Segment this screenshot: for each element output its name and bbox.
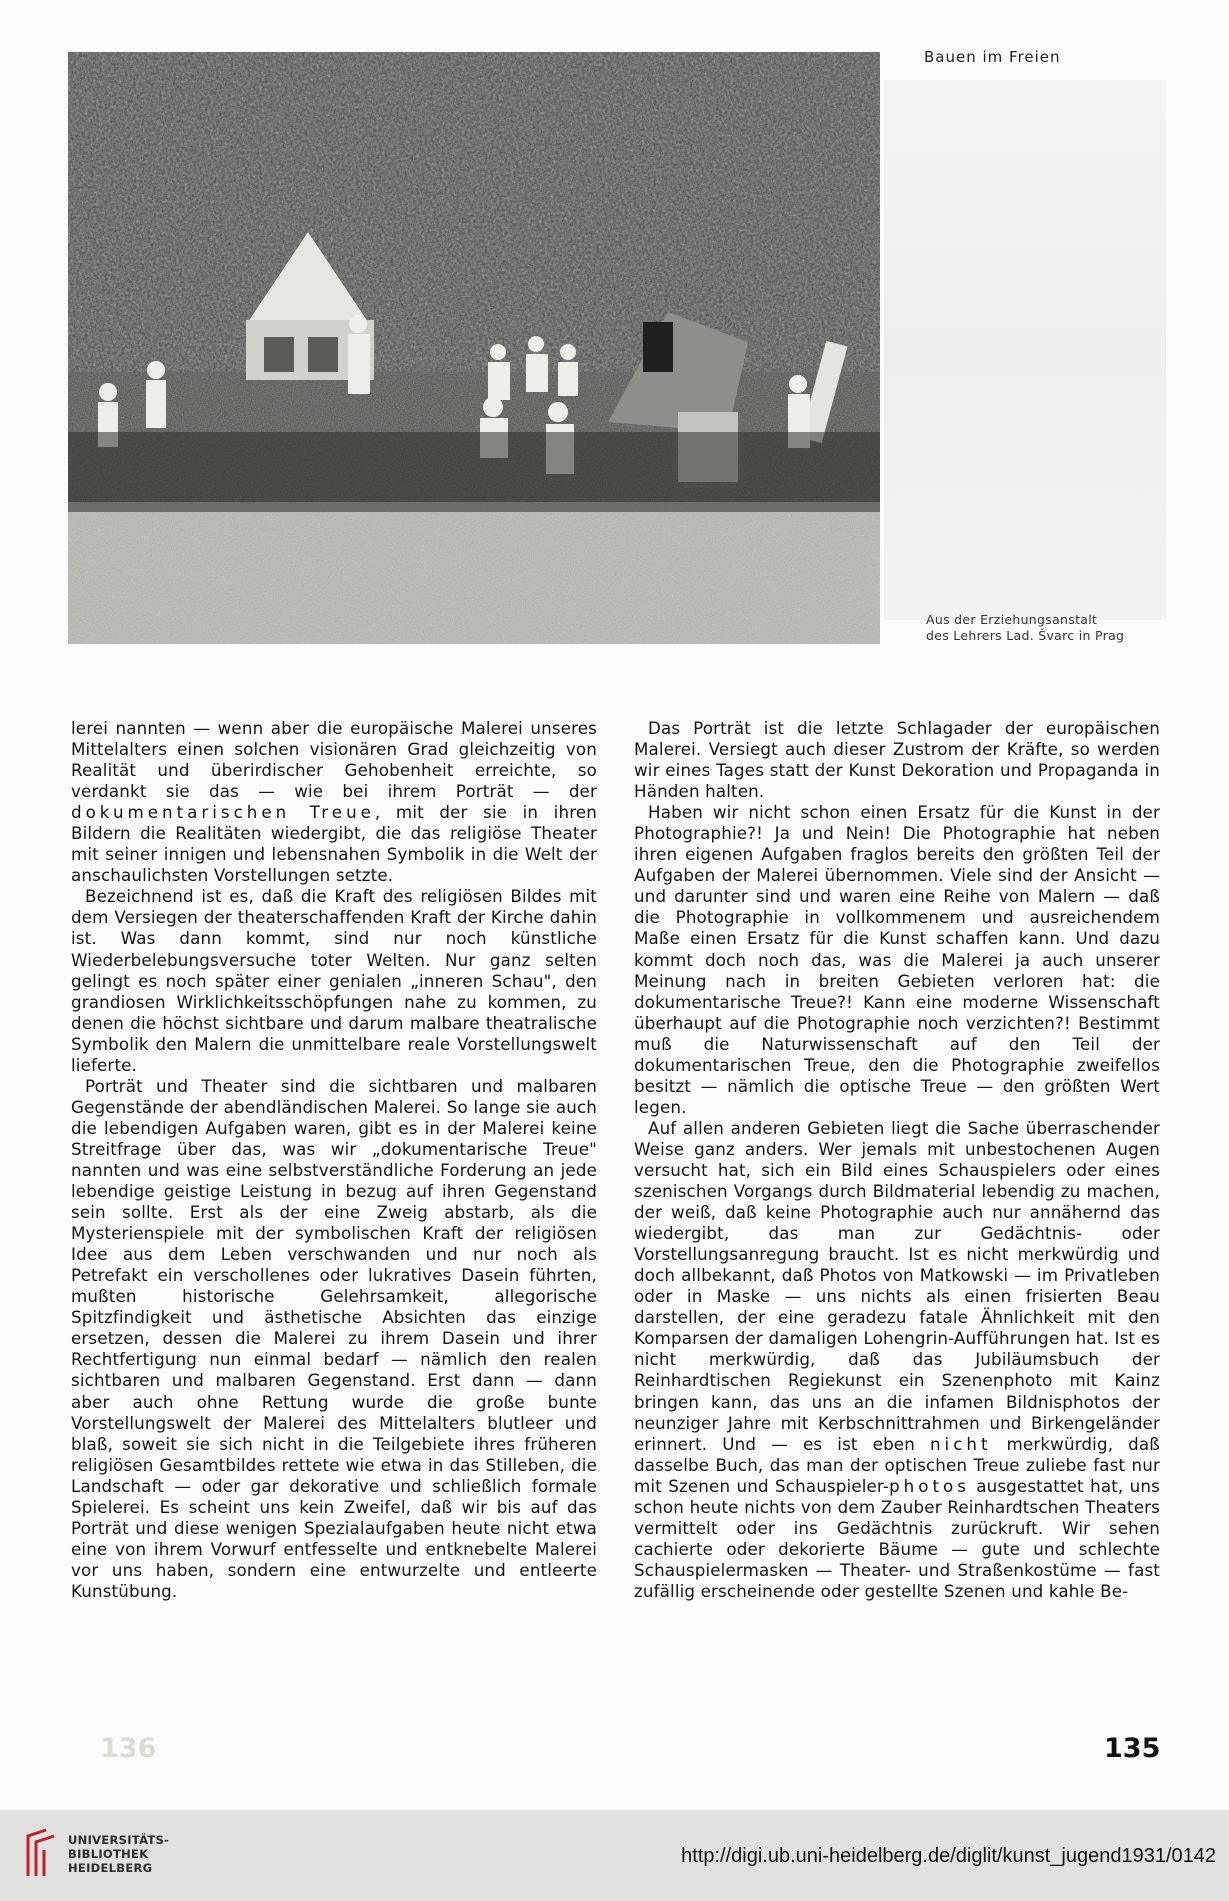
caption-line-2: des Lehrers Lad. Švarc in Prag bbox=[926, 628, 1125, 643]
page-number: 135 bbox=[1104, 1733, 1161, 1764]
left-paragraph-2: Bezeichnend ist es, daß die Kraft des religiösen Bildes mit dem Versiegen der theaterschaffenden Kraft der Kirche dahin ist. Was dann kommt, sind nur noch künstliche Wiederbelebungsversuche toter Welten. Nur ganz selten gelingt es noch später einer genialen „inneren Schau", den grandiosen Wirklichkeitsschöpfungen nahe zu kommen, zu denen die höchst sichtbare und darum malbare theatralische Symbolik den Malern die unmittelbare reale Vorstellungswelt lieferte. bbox=[71, 886, 597, 1075]
article-photo bbox=[68, 52, 880, 644]
caption-line-1: Aus der Erziehungsanstalt bbox=[926, 612, 1098, 627]
bleed-through-area bbox=[884, 80, 1166, 620]
library-name: UNIVERSITÄTS- BIBLIOTHEK HEIDELBERG bbox=[68, 1833, 170, 1875]
left-column bbox=[71, 718, 597, 1602]
left-paragraph-3: Porträt und Theater sind die sichtbaren und malbaren Gegenstände der abendländischen Malerei. So lange sie auch die lebendigen Aufgaben waren, gibt es in der Malerei keine Streitfrage über das, was wir „dokumentarische Treue" nannten und was eine selbstverständliche Forderung an jede lebendige geistige Leistung in bezug auf ihren Gegenstand sein sollte. Erst als der eine Zweig abstarb, als die Mysterienspiele mit der symbolischen Kraft der religiösen Idee aus dem Leben verschwanden und nur noch als Petrefakt ein verschollenes oder lukratives Dasein führten, mußten historische Gelehrsamkeit, allegorische Spitzfindigkeit und ästhetische Absichten das einzige ersetzen, dessen die Malerei zu ihrem Dasein und ihrer Rechtfertigung nun einmal bedarf — nämlich den realen sichtbaren und malbaren Gegenstand. Erst dann — dann aber auch ohne Rettung wurde die große bunte Vorstellungswelt der Malerei des Mittelalters blutleer und blaß, soweit sie sich nicht in die Teilgebiete ihres früheren religiösen Gesamtbildes rettete wie etwa in das Stilleben, die Landschaft — oder gar dekorative und schließlich formale Spielerei. Es scheint uns kein Zweifel, daß wir bis auf das Porträt und diese wenigen Spezialaufgaben heute nicht etwa eine von ihrem Vorwurf entfesselte und entknebelte Malerei vor uns haben, sondern eine entwurzelte und entleerte Kunstübung. bbox=[71, 1075, 597, 1601]
right-column bbox=[634, 718, 1160, 1602]
left-paragraph-1: lerei nannten — wenn aber die europäische Malerei unseres Mittelalters einen solchen visionären Grad gleichzeitig von Realität und überirdischer Gehobenheit erreichte, so verdankt sie das — wie bei ihrem Porträt — der dokumentarischen Treue, mit der sie in ihren Bildern die Realitäten wiedergibt, die das religiöse Theater mit seiner innigen und lebensnahen Symbolik in die Welt der anschaulichsten Vorstellungen setzte. bbox=[71, 718, 597, 886]
emphasis-spaced: nicht bbox=[929, 1433, 992, 1454]
photo-caption bbox=[926, 612, 1166, 644]
right-paragraph-2: Haben wir nicht schon einen Ersatz für die Kunst in der Photographie?! Ja und Nein! Die Photographie hat neben ihren eigenen Aufgaben fraglos bereits den größten Teil der Aufgaben der Malerei übernommen. Viele sind der Ansicht — und darunter sind und waren eine Reihe von Malern — daß die Photographie in vollkommenem und ausreichendem Maße einen Ersatz für die Kunst schaffen kann. Und dazu kommt doch noch das, was die Malerei ja auch unserer Meinung nach in breiten Gebieten verloren hat: die dokumentarische Treue?! Kann eine moderne Wissenschaft überhaupt auf die Photographie noch verzichten?! Bestimmt muß die Naturwissenschaft auf den Teil der dokumentarischen Treue, den die Photographie zweifellos besitzt — nämlich die optische Treue — den größten Wert legen. bbox=[634, 802, 1160, 1117]
right-paragraph-3: Auf allen anderen Gebieten liegt die Sache überraschender Weise ganz anders. Wer jemals mit unbestochenen Augen versucht hat, sich ein Bild eines Schauspielers oder eines szenischen Vorgangs durch Bildmaterial lebendig zu machen, der weiß, daß keine Photographie auch nur annähernd das wiedergibt, das man zur Gedächtnis- oder Vorstellungsanregung braucht. Ist es nicht merkwürdig und doch allbekannt, daß Photos von Matkowski — im Privatleben oder in Maske — uns nichts als einen frisierten Beau darstellen, der eine geradezu fatale Ähnlichkeit mit den Komparsen der damaligen Lohengrin-Aufführungen hat. Ist es nicht merkwürdig, daß das Jubiläumsbuch der Reinhardtischen Regiekunst ein Szenenphoto mit Kainz bringen kann, das uns an die infamen Bildnisphotos der neunziger Jahre mit Kerbschnittrahmen und Birkengeländer erinnert. Und — es ist eben nicht merkwürdig, daß dasselbe Buch, das man der optischen Treue zuliebe fast nur mit Szenen und Schauspieler-photos ausgestattet hat, uns schon heute nichts von dem Zauber Reinhardtschen Theaters vermittelt oder ins Gedächtnis zurückruft. Wir sehen cachierte oder dekorierte Bäume — gute und schlechte Schauspielermasken — Theater- und Straßenkostüme — fast zufällig erscheinende oder gestellte Szenen und kahle Be- bbox=[634, 1117, 1160, 1601]
running-title: Bauen im Freien bbox=[924, 48, 1061, 66]
right-paragraph-1: Das Porträt ist die letzte Schlagader der europäischen Malerei. Versiegt auch dieser Zustrom der Kräfte, so werden wir eines Tages statt der Kunst Dekoration und Propaganda in Händen halten. bbox=[634, 718, 1160, 802]
source-url[interactable]: http://digi.ub.uni-heidelberg.de/diglit/kunst_jugend1931/0142 bbox=[681, 1845, 1216, 1867]
library-logo-icon bbox=[24, 1828, 58, 1880]
emphasis-spaced: dokumentarischen Treue bbox=[71, 802, 375, 823]
emphasis-spaced: photos bbox=[889, 1475, 970, 1496]
photo-illustration bbox=[68, 52, 880, 644]
bleed-through-page-number: 136 bbox=[100, 1733, 157, 1764]
